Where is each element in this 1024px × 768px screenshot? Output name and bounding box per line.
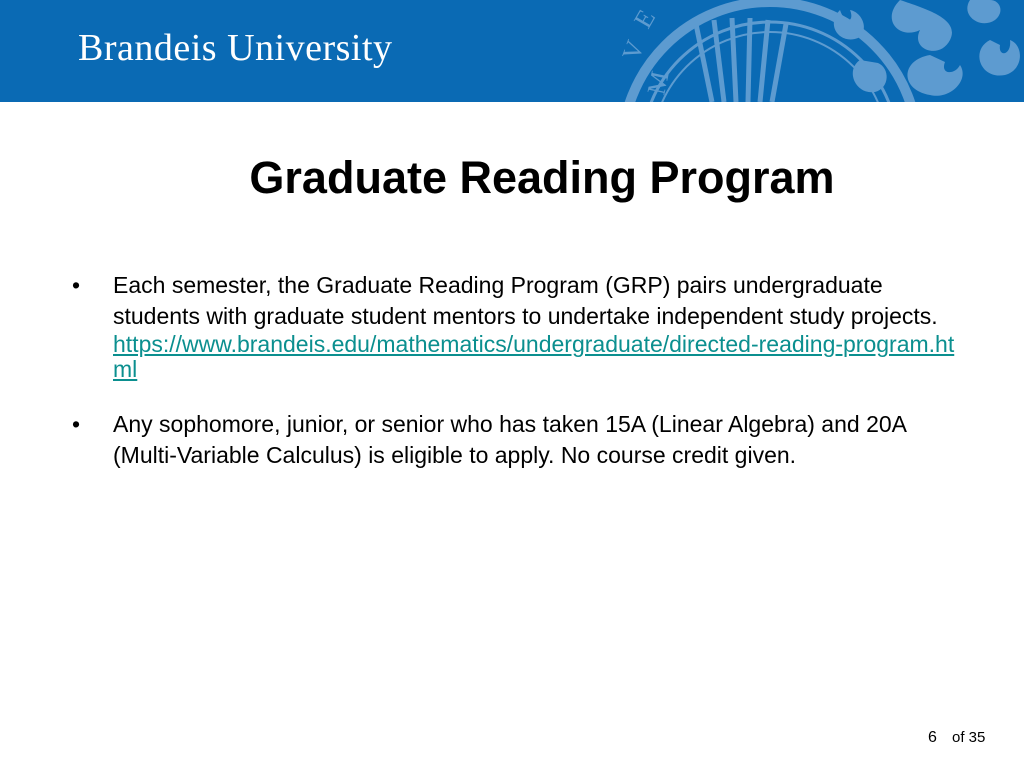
- page-number: 6: [928, 729, 937, 746]
- bullet-text: Any sophomore, junior, or senior who has taken 15A (Linear Algebra) and 20A (Multi-Variable Calculus) is eligible to apply. No course credit given.: [113, 411, 906, 468]
- bullet-dot-icon: •: [72, 411, 81, 437]
- program-link[interactable]: https://www.brandeis.edu/mathematics/undergraduate/directed-reading-program.html: [113, 331, 955, 382]
- bullet-item-grp-description: [70, 270, 970, 382]
- bullet-dot-icon: •: [72, 272, 81, 298]
- university-seal-icon: [600, 0, 1024, 102]
- page-total: of 35: [952, 729, 986, 746]
- bullet-item-eligibility: [70, 409, 970, 471]
- svg-text:V: V: [616, 36, 651, 65]
- slide-title: Graduate Reading Program: [249, 152, 835, 203]
- university-wordmark: Brandeis University: [78, 27, 393, 69]
- svg-text:M: M: [641, 68, 675, 98]
- bullet-list: [70, 270, 970, 498]
- header-banner: [0, 0, 1024, 102]
- svg-text:E: E: [628, 4, 662, 33]
- bullet-text: Each semester, the Graduate Reading Program (GRP) pairs undergraduate students with graduate student mentors to undertake independent study projects.: [113, 272, 938, 329]
